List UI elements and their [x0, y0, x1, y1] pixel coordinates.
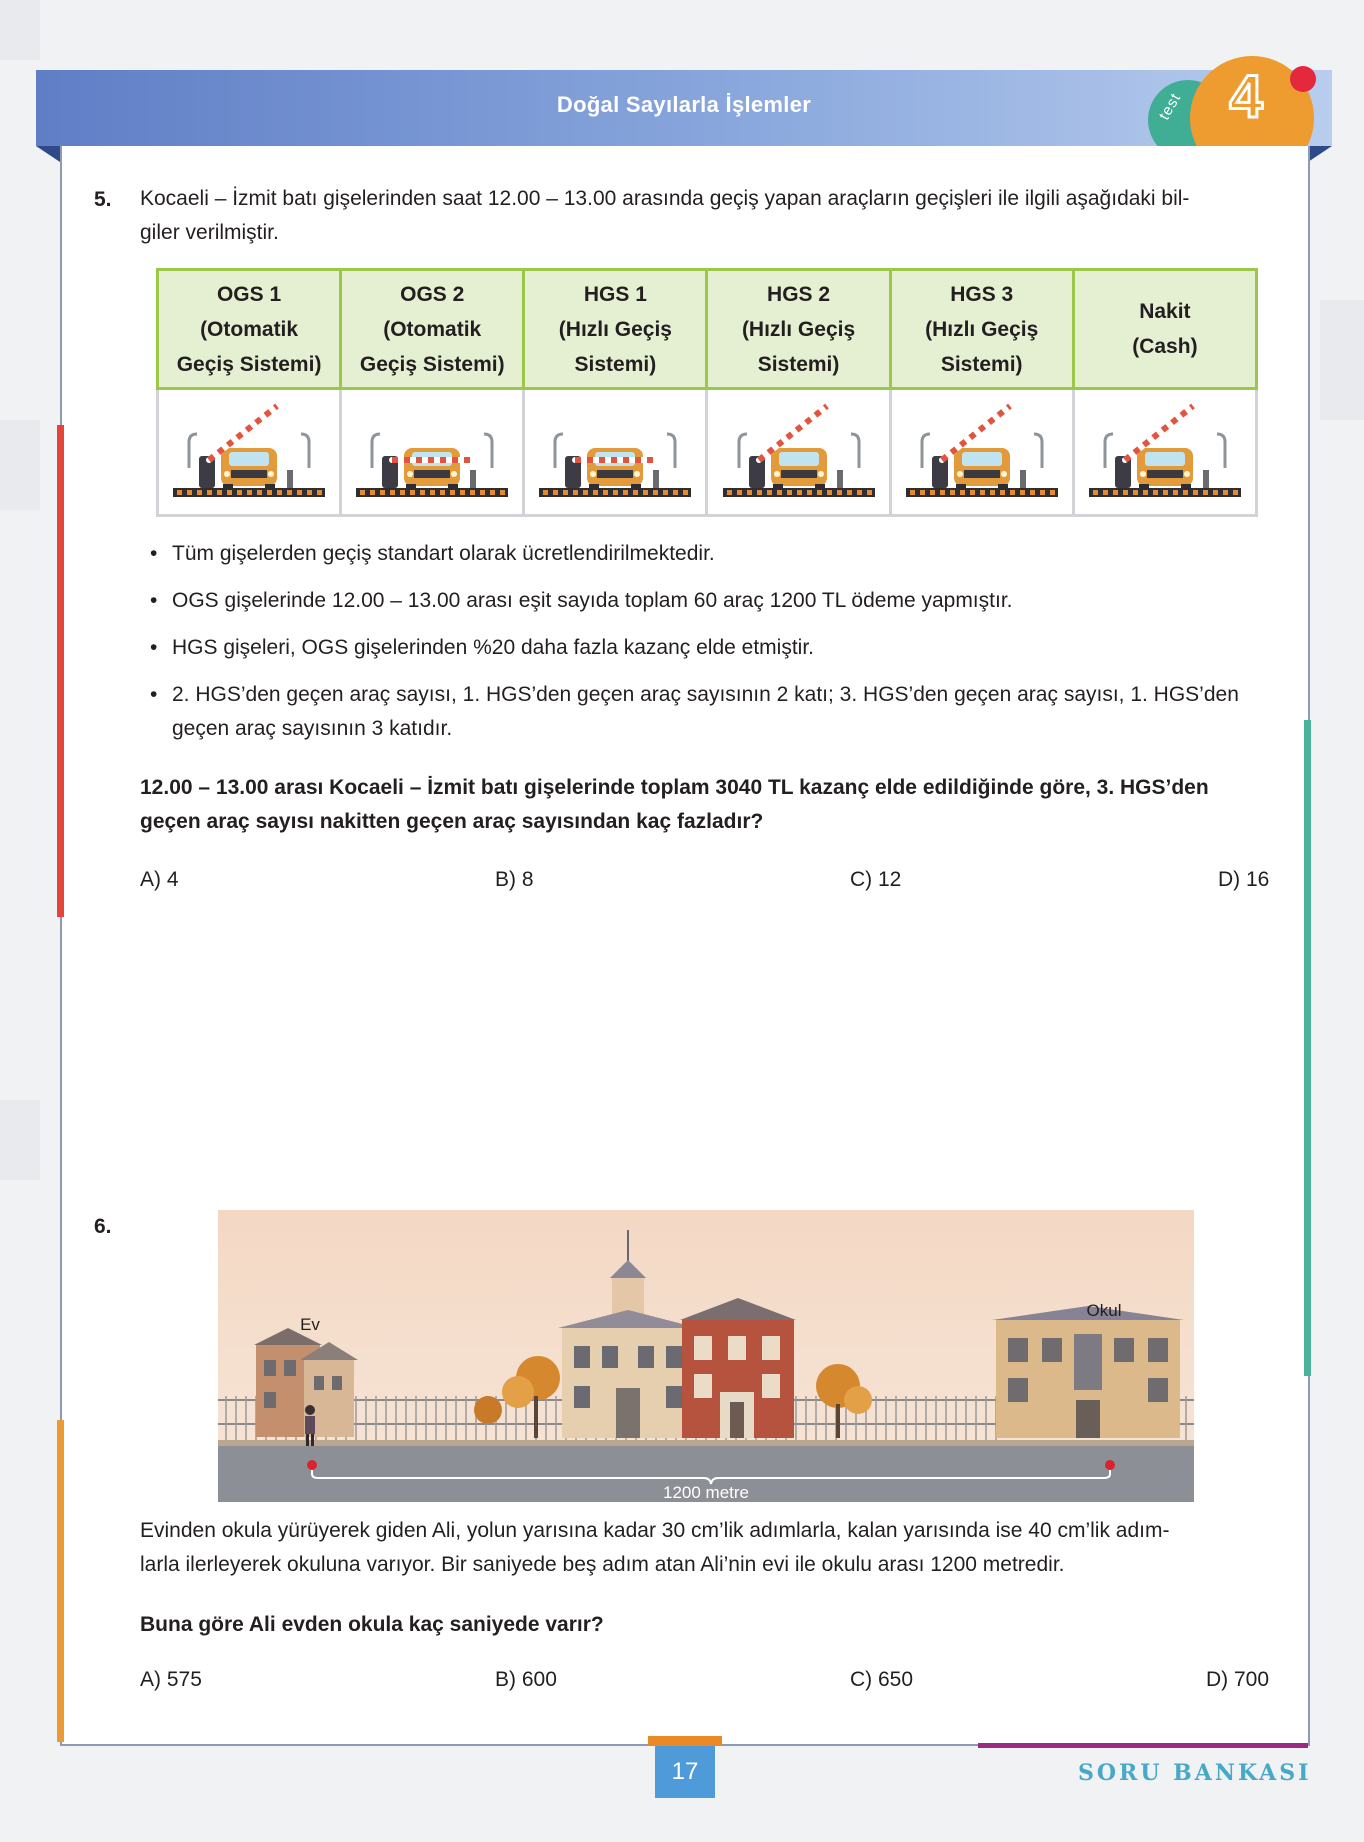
gate-header-line: (Hızlı Geçiş [741, 317, 856, 341]
gate-header-line: HGS 2 [767, 282, 831, 306]
option-c[interactable]: C) 650 [850, 1668, 914, 1691]
red-building [680, 1298, 796, 1438]
question-6-prompt: Buna göre Ali evden okula kaç saniyede varır? [140, 1613, 604, 1636]
info-bullet: • 2. HGS’den geçen araç sayısı, 1. HGS’den geçen araç sayısının 2 katı; 3. HGS’den geçen araç sayısı, 1. HGS’den geçen araç sayısının 3 katıdır. [150, 678, 1282, 746]
test-badge-dot [1290, 66, 1316, 92]
gate-header-ogs1 [158, 270, 341, 389]
home-marker [307, 1460, 317, 1470]
toll-gates-header-row [158, 270, 1257, 389]
gate-image-cell [890, 389, 1073, 516]
distance-label: 1200 metre [663, 1483, 749, 1502]
gate-image-cell [524, 389, 707, 516]
info-bullet: • Tüm gişelerden geçiş standart olarak ücretlendirilmektedir. [150, 537, 1282, 571]
question-5-prompt [140, 771, 1280, 839]
question-6-text-line1: Evinden okula yürüyerek giden Ali, yolun yarısına kadar 30 cm’lik adımlarla, kalan yarısında ise 40 cm’lik adım- [140, 1519, 1170, 1542]
option-a[interactable]: A) 575 [140, 1668, 202, 1691]
test-number: 4 [1229, 63, 1263, 130]
brand-footer: SORU BANKASI [1078, 1760, 1312, 1786]
gate-header-line: (Hızlı Geçiş [925, 317, 1039, 341]
gate-header-line: Sistemi) [574, 352, 657, 376]
question-5-intro-line2: giler verilmiştir. [140, 221, 279, 244]
street-scene-illustration [218, 1210, 1194, 1502]
toll-gate-open-illustration [169, 398, 329, 502]
gate-header-line: OGS 2 [400, 282, 465, 306]
toll-gates-image-row [158, 389, 1257, 516]
page-number-tab [648, 1736, 722, 1746]
side-bar-orange [57, 1420, 64, 1742]
gate-header-line: Geçiş Sistemi) [359, 352, 505, 376]
gate-image-cell [1073, 389, 1256, 516]
gate-header-line: (Otomatik [383, 317, 482, 341]
gate-header-hgs3 [890, 270, 1073, 389]
option-d[interactable]: D) 700 [1206, 1668, 1270, 1691]
option-c[interactable]: C) 12 [850, 868, 902, 891]
gate-header-hgs1 [524, 270, 707, 389]
toll-gate-closed-illustration [535, 398, 695, 502]
school-building [992, 1306, 1184, 1438]
gate-header-line: Sistemi) [940, 352, 1023, 376]
gate-header-line: Nakit [1139, 300, 1191, 323]
gate-header-line: HGS 1 [583, 282, 647, 306]
test-label: test [1155, 90, 1185, 123]
question-5-intro [140, 182, 1280, 250]
option-b[interactable]: B) 8 [495, 868, 534, 891]
question-5-info-list [150, 537, 1282, 759]
gate-header-line: HGS 3 [950, 282, 1014, 306]
gate-header-line: (Cash) [1132, 335, 1198, 358]
school-label: Okul [1086, 1301, 1122, 1320]
question-5-number: 5. [94, 188, 112, 211]
info-bullet: • HGS gişeleri, OGS gişelerinden %20 daha fazla kazanç elde etmiştir. [150, 631, 1282, 665]
question-5-prompt-line1: 12.00 – 13.00 arası Kocaeli – İzmit batı gişelerinde toplam 3040 TL kazanç elde edildiğinde göre, 3. HGS’den [140, 776, 1209, 799]
page-number: 17 [655, 1746, 715, 1798]
toll-gate-open-illustration [902, 398, 1062, 502]
gate-image-cell [707, 389, 890, 516]
gate-header-line: (Hızlı Geçiş [558, 317, 672, 341]
info-bullet: • OGS gişelerinde 12.00 – 13.00 arası eşit sayıda toplam 60 araç 1200 TL ödeme yapmıştır. [150, 584, 1282, 618]
header-fold-right [1308, 146, 1332, 162]
question-5-intro-line1: Kocaeli – İzmit batı gişelerinden saat 12.00 – 13.00 arasında geçiş yapan araçların geçişleri ile ilgili aşağıdaki bil- [140, 187, 1190, 210]
background-tile [0, 0, 40, 60]
gate-header-line: Sistemi) [757, 352, 840, 376]
option-b[interactable]: B) 600 [495, 1668, 557, 1691]
background-tile [0, 420, 40, 510]
background-tile [1320, 300, 1364, 420]
header-fold-left [36, 146, 60, 162]
gate-image-cell [158, 389, 341, 516]
option-a[interactable]: A) 4 [140, 868, 179, 891]
footer-rule [978, 1743, 1308, 1748]
gate-header-cash [1073, 270, 1256, 389]
gate-header-hgs2 [707, 270, 890, 389]
question-5-prompt-line2: geçen araç sayısı nakitten geçen araç sayısından kaç fazladır? [140, 810, 764, 833]
chapter-title: Doğal Sayılarla İşlemler [556, 92, 812, 117]
toll-gate-closed-illustration [352, 398, 512, 502]
toll-gate-open-illustration [1085, 398, 1245, 502]
scene-sidewalk [218, 1440, 1194, 1446]
gate-header-line: Geçiş Sistemi) [176, 352, 322, 376]
side-bar-teal [1304, 720, 1311, 1376]
school-marker [1105, 1460, 1115, 1470]
option-d[interactable]: D) 16 [1218, 868, 1270, 891]
gate-header-ogs2 [341, 270, 524, 389]
gate-header-line: (Otomatik [200, 317, 299, 341]
question-6-text-line2: larla ilerleyerek okuluna varıyor. Bir saniyede beş adım atan Ali’nin evi ile okulu arası 1200 metredir. [140, 1553, 1065, 1576]
side-bar-red [57, 425, 64, 917]
question-6-text [140, 1514, 1280, 1582]
question-6-number: 6. [94, 1215, 112, 1238]
toll-gates-table [156, 268, 1258, 517]
gate-header-line: OGS 1 [216, 282, 282, 306]
toll-gate-open-illustration [719, 398, 879, 502]
background-tile [0, 1100, 40, 1180]
home-label: Ev [300, 1315, 320, 1334]
gate-image-cell [341, 389, 524, 516]
